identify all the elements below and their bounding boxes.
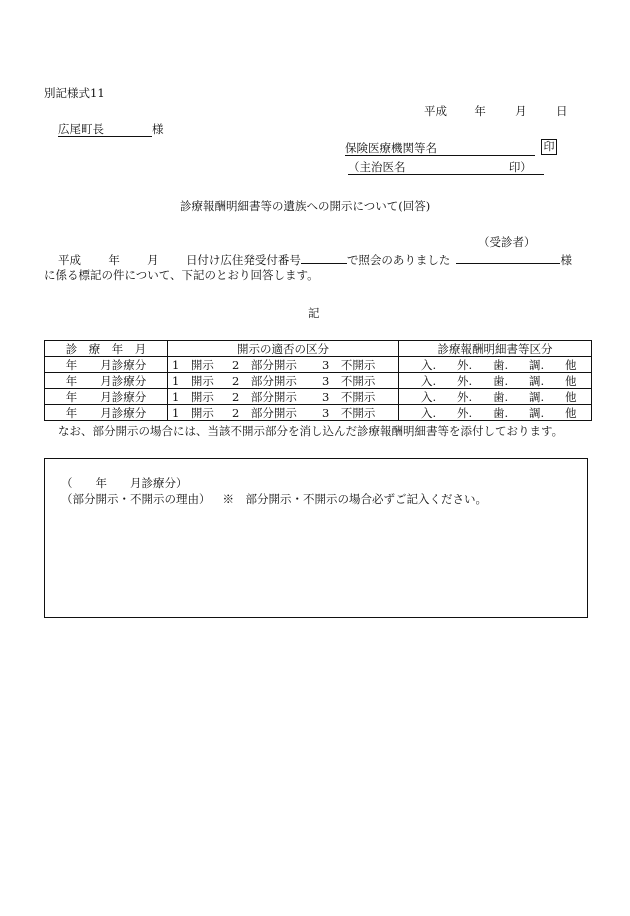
row-types bbox=[399, 405, 592, 421]
row-types bbox=[399, 357, 592, 373]
type-inpatient[interactable]: 入. bbox=[421, 389, 437, 404]
row-options bbox=[168, 357, 399, 373]
option-partial[interactable]: 2 部分開示 bbox=[232, 357, 297, 372]
institution-seal: 印 bbox=[541, 139, 557, 155]
body-end: 様 bbox=[560, 253, 572, 267]
table-row bbox=[45, 357, 592, 373]
type-dental[interactable]: 歯. bbox=[493, 405, 509, 420]
type-dental[interactable]: 歯. bbox=[493, 389, 509, 404]
row-options bbox=[168, 373, 399, 389]
ki-label: 記 bbox=[308, 306, 320, 320]
body-month: 月 bbox=[147, 253, 159, 267]
option-nondisclose[interactable]: 3 不開示 bbox=[322, 357, 376, 372]
row-period: 年 月診療分 bbox=[45, 373, 168, 389]
institution-line bbox=[345, 141, 535, 156]
row-options bbox=[168, 405, 399, 421]
type-inpatient[interactable]: 入. bbox=[421, 405, 437, 420]
date-year: 年 bbox=[474, 104, 486, 118]
patient-label: （受診者） bbox=[478, 235, 536, 249]
institution-label: 保険医療機関等名 bbox=[345, 141, 535, 156]
reason-label: （部分開示・不開示の理由） bbox=[61, 492, 211, 506]
option-partial[interactable]: 2 部分開示 bbox=[232, 389, 297, 404]
date-era: 平成 bbox=[424, 104, 447, 118]
addressee-suffix: 様 bbox=[152, 122, 164, 136]
option-nondisclose[interactable]: 3 不開示 bbox=[322, 405, 376, 420]
date-day: 日 bbox=[555, 104, 568, 118]
option-partial[interactable]: 2 部分開示 bbox=[232, 373, 297, 388]
row-period: 年 月診療分 bbox=[45, 405, 168, 421]
disclosure-table bbox=[44, 340, 592, 421]
date-line bbox=[424, 104, 567, 118]
form-id: 別記様式11 bbox=[44, 86, 105, 100]
type-outpatient[interactable]: 外. bbox=[457, 357, 473, 372]
addressee bbox=[58, 122, 164, 137]
type-outpatient[interactable]: 外. bbox=[457, 405, 473, 420]
reason-line bbox=[61, 492, 487, 506]
addressee-name: 広尾町長 bbox=[58, 122, 152, 137]
type-dispensing[interactable]: 調. bbox=[529, 405, 545, 420]
row-options bbox=[168, 389, 399, 405]
option-disclose[interactable]: 1 開示 bbox=[172, 357, 214, 372]
option-disclose[interactable]: 1 開示 bbox=[172, 405, 214, 420]
type-outpatient[interactable]: 外. bbox=[457, 389, 473, 404]
table-row bbox=[45, 405, 592, 421]
header-disclosure: 開示の適否の区分 bbox=[168, 341, 399, 357]
doctor-label: （主治医名 bbox=[348, 160, 406, 174]
body-era: 平成 bbox=[58, 253, 81, 267]
header-statement-type: 診療報酬明細書等区分 bbox=[399, 341, 592, 357]
doctor-field bbox=[348, 160, 544, 175]
body-year: 年 bbox=[108, 253, 120, 267]
option-disclose[interactable]: 1 開示 bbox=[172, 373, 214, 388]
row-period: 年 月診療分 bbox=[45, 357, 168, 373]
option-nondisclose[interactable]: 3 不開示 bbox=[322, 389, 376, 404]
row-types bbox=[399, 389, 592, 405]
receipt-number-field[interactable] bbox=[301, 251, 347, 264]
type-other[interactable]: 他 bbox=[565, 357, 577, 372]
note-text: なお、部分開示の場合には、当該不開示部分を消し込んだ診療報酬明細書等を添付しております。 bbox=[58, 424, 564, 438]
body-mid: 日付け広住発受付番号 bbox=[185, 253, 301, 267]
type-other[interactable]: 他 bbox=[565, 389, 577, 404]
type-dispensing[interactable]: 調. bbox=[529, 373, 545, 388]
table-header-row bbox=[45, 341, 592, 357]
table-row bbox=[45, 373, 592, 389]
type-inpatient[interactable]: 入. bbox=[421, 373, 437, 388]
row-period: 年 月診療分 bbox=[45, 389, 168, 405]
doctor-line bbox=[348, 160, 544, 175]
patient-name-field[interactable] bbox=[456, 251, 560, 264]
header-period: 診 療 年 月 bbox=[45, 341, 168, 357]
type-other[interactable]: 他 bbox=[565, 405, 577, 420]
table-row bbox=[45, 389, 592, 405]
body-after: で照会のありました bbox=[346, 253, 451, 267]
option-nondisclose[interactable]: 3 不開示 bbox=[322, 373, 376, 388]
type-inpatient[interactable]: 入. bbox=[421, 357, 437, 372]
row-types bbox=[399, 373, 592, 389]
reason-note: ※ 部分開示・不開示の場合必ずご記入ください。 bbox=[222, 492, 487, 506]
reason-box[interactable] bbox=[44, 458, 588, 618]
type-dental[interactable]: 歯. bbox=[493, 357, 509, 372]
type-dispensing[interactable]: 調. bbox=[529, 389, 545, 404]
reason-period: （ 年 月診療分） bbox=[61, 476, 188, 490]
option-disclose[interactable]: 1 開示 bbox=[172, 389, 214, 404]
type-outpatient[interactable]: 外. bbox=[457, 373, 473, 388]
doctor-seal: 印） bbox=[508, 160, 532, 174]
type-other[interactable]: 他 bbox=[565, 373, 577, 388]
option-partial[interactable]: 2 部分開示 bbox=[232, 405, 297, 420]
document-title: 診療報酬明細書等の遺族への開示について(回答) bbox=[180, 199, 431, 213]
type-dental[interactable]: 歯. bbox=[493, 373, 509, 388]
body-line-1 bbox=[58, 251, 572, 267]
date-month: 月 bbox=[515, 104, 527, 118]
type-dispensing[interactable]: 調. bbox=[529, 357, 545, 372]
body-line-2: に係る標記の件について、下記のとおり回答します。 bbox=[44, 268, 319, 282]
